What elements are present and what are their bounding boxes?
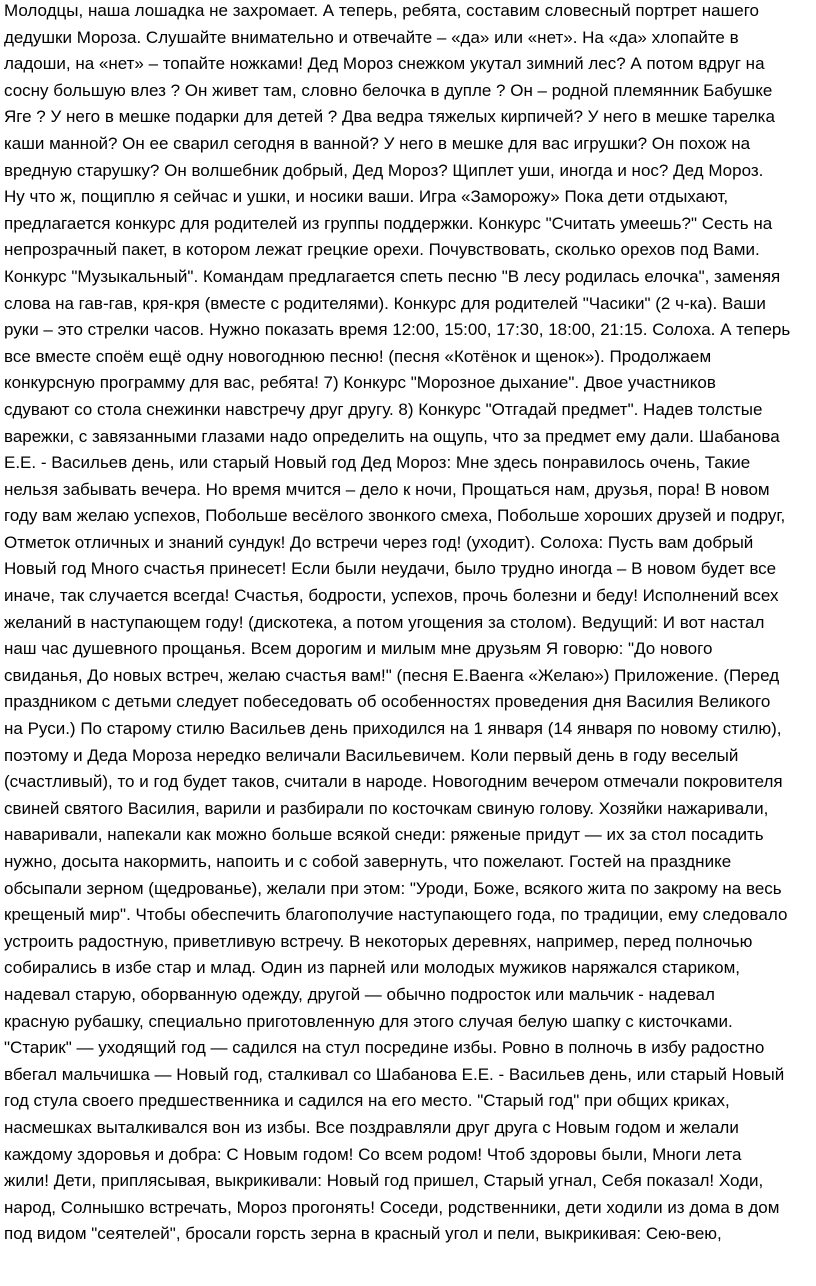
document-body-text: Молодцы, наша лошадка не захромает. А теперь, ребята, составим словесный портрет нашего дедушки Мороза. Слушайте внимательно и отвечайте – «да» или «нет». На «да» хлопайте в ладоши, на «нет» – топайте ножками! Дед Мороз снежком укутал зимний лес? А потом вдруг на сосну большую влез ? Он живет там, словно белочка в дупле ? Он – родной племянник Бабушке Яге ? У него в мешке подарки для детей ? Два ведра тяжелых кирпичей? У него в мешке тарелка каши манной? Он ее сварил сегодня в ванной? У него в мешке для вас игрушки? Он похож на вредную старушку? Он волшебник добрый, Дед Мороз? Щиплет уши, иногда и нос? Дед Мороз. Ну что ж, пощиплю я сейчас и ушки, и носики ваши. Игра «Заморожу» Пока дети отдыхают, предлагается конкурс для родителей из группы поддержки. Конкурс "Считать умеешь?" Сесть на непрозрачный пакет, в котором лежат грецкие орехи. Почувствовать, сколько орехов под Вами. Конкурс "Музыкальный". Командам предлагается спеть песню "В лесу родилась елочка", заменяя слова на гав-гав, кря-кря (вместе с родителями). Конкурс для родителей "Часики" (2 ч-ка). Ваши руки – это стрелки часов. Нужно показать время 12:00, 15:00, 17:30, 18:00, 21:15. Солоха. А теперь все вместе споём ещё одну новогоднюю песню! (песня «Котёнок и щенок»). Продолжаем конкурсную программу для вас, ребята! 7) Конкурс "Морозное дыхание". Двое участников сдувают со стола снежинки навстречу друг другу. 8) Конкурс "Отгадай предмет". Надев толстые варежки, с завязанными глазами надо определить на ощупь, что за предмет ему дали. Шабанова Е.Е. - Васильев день, или старый Новый год Дед Мороз: Мне здесь понравилось очень, Такие нельзя забывать вечера. Но время мчится – дело к ночи, Прощаться нам, друзья, пора! В новом году вам желаю успехов, Побольше весёлого звонкого смеха, Побольше хороших друзей и подруг, Отметок отличных и знаний сундук! До встречи через год! (уходит). Солоха: Пусть вам добрый Новый год Много счастья принесет! Если были неудачи, было трудно иногда – В новом будет все иначе, так случается всегда! Счастья, бодрости, успехов, прочь болезни и беду! Исполнений всех желаний в наступающем году! (дискотека, а потом угощения за столом). Ведущий: И вот настал наш час душевного прощанья. Всем дорогим и милым мне друзьям Я говорю: "До нового свиданья, До новых встреч, желаю счастья вам!" (песня Е.Ваенга «Желаю») Приложение. (Перед праздником с детьми следует побеседовать об особенностях проведения дня Василия Великого на Руси.) По старому стилю Васильев день приходился на 1 января (14 января по новому стилю), поэтому и Деда Мороза нередко величали Васильевичем. Коли первый день в году веселый (счастливый), то и год будет таков, считали в народе. Новогодним вечером отмечали покровителя свиней святого Василия, варили и разбирали по косточкам свиную голову. Хозяйки нажаривали, наваривали, напекали как можно больше всякой снеди: ряженые придут — их за стол посадить нужно, досыта накормить, напоить и с собой завернуть, что пожелают. Гостей на празднике обсыпали зерном (щедрованье), желали при этом: "Уроди, Боже, всякого жита по закрому на весь крещеный мир". Чтобы обеспечить благополучие наступающего года, по традиции, ему следовало устроить радостную, приветливую встречу. В некоторых деревнях, например, перед полночью собирались в избе стар и млад. Один из парней или молодых мужиков наряжался стариком, надевал старую, оборванную одежду, другой — обычно подросток или мальчик - надевал красную рубашку, специально приготовленную для этого случая белую шапку с кисточками. "Старик" — уходящий год — садился на стул посредине избы. Ровно в полночь в избу радостно вбегал мальчишка — Новый год, сталкивал со Шабанова Е.Е. - Васильев день, или старый Новый год стула своего предшественника и садился на его место. "Старый год" при общих криках, насмешках выталкивался вон из избы. Все поздравляли друг друга с Новым годом и желали каждому здоровья и добра: С Новым годом! Со всем родом! Чтоб здоровы были, Многи лета жили! Дети, приплясывая, выкрикивали: Новый год пришел, Старый угнал, Себя показал! Ходи, народ, Солнышко встречать, Мороз прогонять! Соседи, родственники, дети ходили из дома в дом под видом "сеятелей", бросали горсть зерна в красный угол и пели, выкрикивая: Сею-вею, [4, 1, 791, 1244]
